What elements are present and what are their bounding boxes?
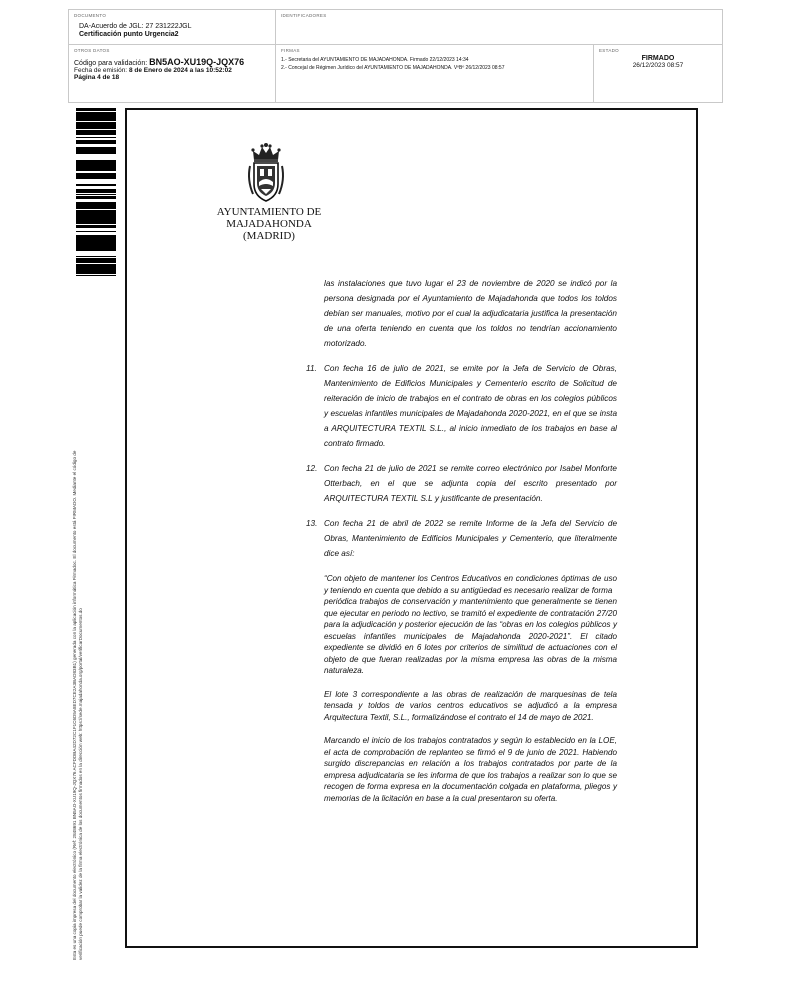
documento-cell <box>69 10 276 45</box>
estado-date: 26/12/2023 08:57 <box>632 62 684 69</box>
barcode-image <box>76 108 116 280</box>
document-header <box>68 9 723 103</box>
coat-of-arms-icon <box>245 142 287 204</box>
intro-paragraph: las instalaciones que tuvo lugar el 23 de noviembre de 2020 se indicó por la persona designada por el Ayuntamiento de Majadahonda que todos los toldos debían ser manuales, motivo por el cual la adjudicataria justifica la presentación de una oferta teniendo en cuenta que los toldos no tendrían accionamiento motorizado. <box>324 279 617 348</box>
side-line2: verificación puede comprobar la validez de la firma electrónica de los documentos firmados en la dirección web: https://sede.majadahonda.org/portal/verificarDocumentos.do <box>78 608 83 960</box>
documento-line1: DA-Acuerdo de JGL: 27 231222JGL <box>79 23 192 30</box>
item-text: Con fecha 16 de julio de 2021, se emite por la Jefa de Servicio de Obras, Mantenimiento de Edificios Municipales y Cementerio escrito de Solicitud de reiteración de inicio de trabajos en el contrato de obras en los colegios públicos y escuelas infantiles municipales de Majadahonda 2020-2021, en el que se insta a ARQUITECTURA TEXTIL S.L., al inicio inmediato de los trabajos en base al contrato firmado. <box>324 364 617 448</box>
identificadores-label: IDENTIFICADORES <box>281 13 327 18</box>
quote-paragraph-2: El lote 3 correspondiente a las obras de realización de marquesinas de tela tensada y toldos de varios centros educativos se adjudicó a la empresa Arquitectura Textil, S.L., formalizándose el contrato el 14 de mayo de 2021. <box>324 689 617 722</box>
item-text: Con fecha 21 de abril de 2022 se remite Informe de la Jefa del Servicio de Obras, Mantenimiento de Edificios Municipales y Cementerio, que literalmente dice así: <box>324 519 617 558</box>
letterhead-line1: AYUNTAMIENTO DE <box>216 206 322 218</box>
list-item-11 <box>306 361 617 451</box>
quote-paragraph-3: Marcando el inicio de los trabajos contratados y según lo establecido en la LOE, el acta de comprobación de replanteo se firmó el 9 de junio de 2021. Habiendo surgido discrepancias en relación a los trabajos contratados por parte de la empresa adjudicataria se les informa de que los trabajos a realizar son lo que se recogen de forma expresa en la documentación colgada en plataforma, pliegos y memorias de la licitación en base a la cual presentaron su oferta. <box>324 736 617 803</box>
firmas-cell <box>276 45 594 102</box>
fecha-emision <box>74 67 270 74</box>
item-number: 13. <box>306 519 318 528</box>
documento-label: DOCUMENTO <box>74 13 107 18</box>
codigo-prefix: Código para validación: <box>74 60 148 67</box>
otros-datos-cell <box>69 45 276 102</box>
codigo-validacion <box>74 57 270 67</box>
document-body <box>306 276 617 804</box>
municipality-letterhead <box>212 206 326 242</box>
codigo-value[interactable]: BN5AO-XU19Q-JQX76 <box>149 57 245 67</box>
item-text: Con fecha 21 de julio de 2021 se remite correo electrónico por Isabel Monforte Otterbach, en el que se adjunta copia del escrito presentado por ARQUITECTURA TEXTIL S.L y justificante de presentación. <box>324 464 617 503</box>
identificadores-cell <box>276 10 722 45</box>
fecha-prefix: Fecha de emisión: <box>74 67 128 74</box>
pagina-indicator: Página 4 de 18 <box>74 74 120 81</box>
item-number: 11. <box>306 364 317 373</box>
documento-line2: Certificación punto Urgencia2 <box>79 31 179 38</box>
side-line1: Esta es una copia impresa del documento electrónico (Ref: 2848691 BN5AO-XU19Q-JQX76 ACFDDBA42D72C1F1C6D5A8ED7CE2A3BAD83B1) generada con la aplicación informática Firmadoc. El documento está FIRMADO. Mediante el código de <box>72 450 77 960</box>
otros-datos-label: OTROS DATOS <box>74 48 110 53</box>
letterhead-line3: (MADRID) <box>243 230 295 242</box>
estado-label: ESTADO <box>599 48 619 53</box>
quote-paragraph-1b: periódica trabajos de conservación y mantenimiento que generalmente se tienen que ejecutar en periodo no lectivo, se tramitó el expediente de contratación 27/20 para la adjudicación y posterior ejecución de las “obras en los colegios públicos y escuelas infantiles municipales de Majadahonda 2020-2021”. El citado expediente se dividió en 6 lotes por criterios de similitud de actuaciones con el objeto de que fueran realizadas por la misma empresa las obras de la misma naturaleza. <box>324 597 617 675</box>
item-number: 12. <box>306 464 318 473</box>
list-item-12 <box>306 461 617 506</box>
quoted-report <box>324 573 617 804</box>
letterhead-line2: MAJADAHONDA <box>226 218 312 230</box>
verification-side-text <box>72 290 84 960</box>
estado-cell <box>594 45 722 102</box>
firma-2: 2.- Concejal de Régimen Jurídico del AYUNTAMIENTO DE MAJADAHONDA. VºBº 26/12/2023 08:57 <box>281 65 505 71</box>
fecha-value: 8 de Enero de 2024 a las 10:52:02 <box>128 67 232 74</box>
estado-value: FIRMADO <box>641 55 675 62</box>
firma-1: 1.- Secretaria del AYUNTAMIENTO DE MAJADAHONDA. Firmado 22/12/2023 14:34 <box>281 57 469 63</box>
list-item-13 <box>306 516 617 561</box>
firmas-label: FIRMAS <box>281 48 300 53</box>
quote-paragraph-1a: “Con objeto de mantener los Centros Educativos en condiciones óptimas de uso y teniendo en cuenta que debido a su antigüedad es necesario realizar de forma <box>324 574 617 595</box>
